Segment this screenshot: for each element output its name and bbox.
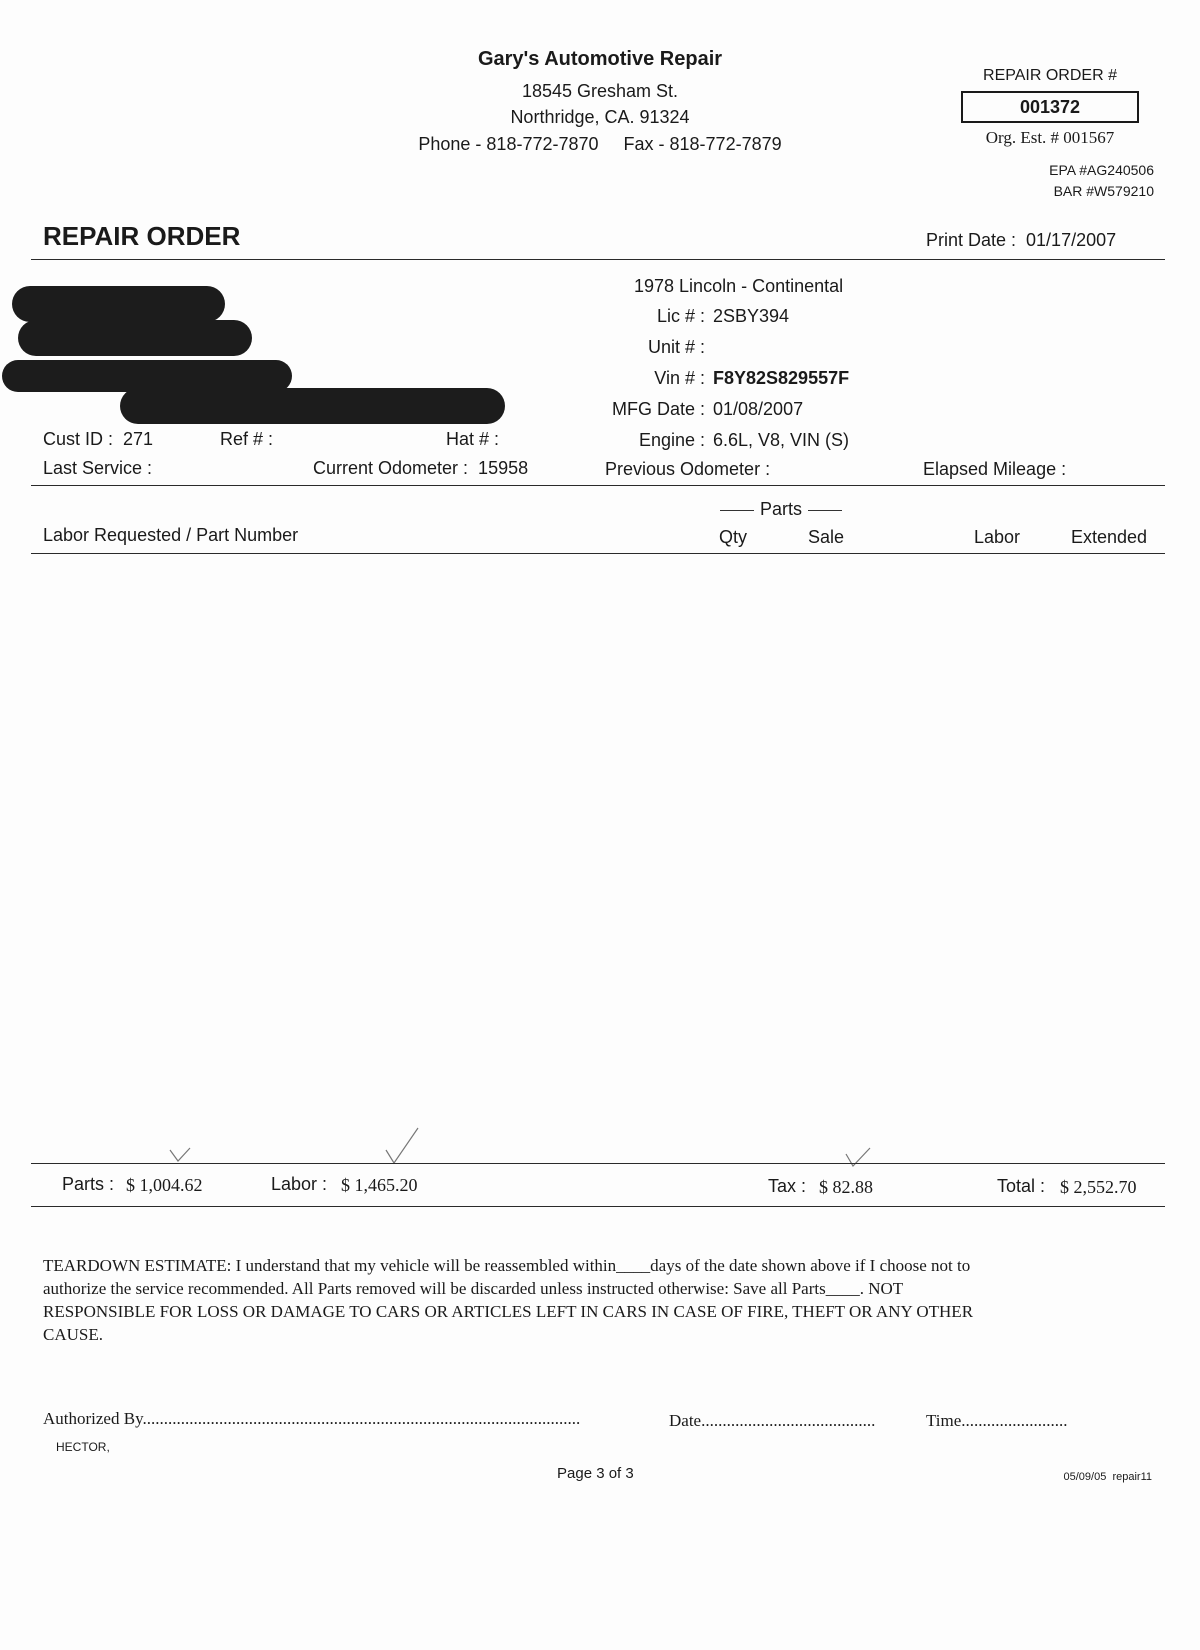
org-est-number: Org. Est. # 001567: [985, 128, 1115, 147]
page-number: Page 3 of 3: [557, 1465, 634, 1482]
redacted-block: [12, 286, 225, 322]
last-service: Last Service :: [43, 458, 153, 478]
vin-label: Vin # :: [654, 368, 705, 388]
previous-odometer: Previous Odometer :: [605, 459, 771, 479]
mfg-date-label: MFG Date :: [611, 399, 705, 419]
current-odometer: Current Odometer : 15958: [313, 458, 529, 478]
col-labor-requested: Labor Requested / Part Number: [43, 525, 299, 545]
company-name: Gary's Automotive Repair: [477, 48, 723, 70]
tax-value: $ 82.88: [819, 1177, 873, 1197]
parts-rule-right: [808, 510, 842, 511]
col-extended: Extended: [1071, 527, 1148, 547]
grand-total-value: $ 2,552.70: [1060, 1177, 1137, 1197]
unit-label: Unit # :: [647, 337, 705, 357]
parts-rule-left: [720, 510, 754, 511]
totals-bottom-divider: [31, 1206, 1165, 1207]
labor-total-value: $ 1,465.20: [341, 1175, 418, 1195]
address-line-1: 18545 Gresham St.: [521, 81, 679, 101]
tax-label: Tax :: [768, 1176, 807, 1196]
authorized-by-field: Authorized By.......................................................................................................: [43, 1409, 581, 1428]
grand-total-label: Total :: [997, 1176, 1046, 1196]
repair-order-number: 001372: [961, 91, 1139, 123]
check-mark-icon: [168, 1146, 192, 1164]
title-divider: [31, 259, 1165, 260]
teardown-line-1: TEARDOWN ESTIMATE: I understand that my vehicle will be reassembled within____days of the date shown above if I choose not to: [43, 1256, 971, 1275]
parts-group-label: Parts: [759, 499, 802, 519]
teardown-line-4: CAUSE.: [43, 1325, 103, 1344]
vehicle-model: 1978 Lincoln - Continental: [634, 276, 844, 296]
engine-label: Engine :: [638, 430, 705, 450]
parts-total-label: Parts :: [62, 1174, 115, 1194]
redacted-block: [18, 320, 252, 356]
address-line-2: Northridge, CA. 91324: [510, 107, 690, 127]
bar-number: BAR #W579210: [1053, 183, 1154, 199]
teardown-line-3: RESPONSIBLE FOR LOSS OR DAMAGE TO CARS OR ARTICLES LEFT IN CARS IN CASE OF FIRE, THEFT OR ANY OTHER: [43, 1302, 974, 1321]
form-code: 05/09/05 repair11: [1063, 1471, 1152, 1483]
repair-order-label: REPAIR ORDER #: [983, 67, 1117, 84]
lic-value: 2SBY394: [713, 306, 790, 326]
epa-number: EPA #AG240506: [1049, 162, 1154, 178]
labor-total-label: Labor :: [271, 1174, 328, 1194]
elapsed-mileage: Elapsed Mileage :: [923, 459, 1067, 479]
service-writer: HECTOR,: [56, 1440, 110, 1454]
print-date: Print Date : 01/17/2007: [926, 230, 1117, 250]
check-mark-icon: [844, 1146, 872, 1168]
redacted-block: [120, 388, 505, 424]
col-qty: Qty: [719, 527, 748, 547]
teardown-line-2: authorize the service recommended. All Parts removed will be discarded unless instructed otherwise: Save all Parts____. NOT: [43, 1279, 904, 1298]
hat-number: Hat # :: [446, 429, 500, 449]
columns-divider: [31, 553, 1165, 554]
totals-top-divider: [31, 1163, 1165, 1164]
time-field: Time.........................: [926, 1411, 1068, 1430]
col-sale: Sale: [808, 527, 845, 547]
lic-label: Lic # :: [656, 306, 705, 326]
customer-divider: [31, 485, 1165, 486]
parts-group-header: [714, 499, 848, 520]
page-title: REPAIR ORDER: [43, 221, 241, 251]
engine-value: 6.6L, V8, VIN (S): [713, 430, 850, 450]
ref-number: Ref # :: [220, 429, 274, 449]
col-labor: Labor: [974, 527, 1021, 547]
cust-id: Cust ID : 271: [43, 429, 154, 449]
mfg-date-value: 01/08/2007: [713, 399, 804, 419]
date-field: Date.........................................: [669, 1411, 876, 1430]
check-mark-icon: [384, 1126, 420, 1166]
vin-value: F8Y82S829557F: [713, 368, 850, 388]
parts-total-value: $ 1,004.62: [126, 1175, 203, 1195]
phone-fax: Phone - 818-772-7870 Fax - 818-772-7879: [418, 134, 782, 154]
